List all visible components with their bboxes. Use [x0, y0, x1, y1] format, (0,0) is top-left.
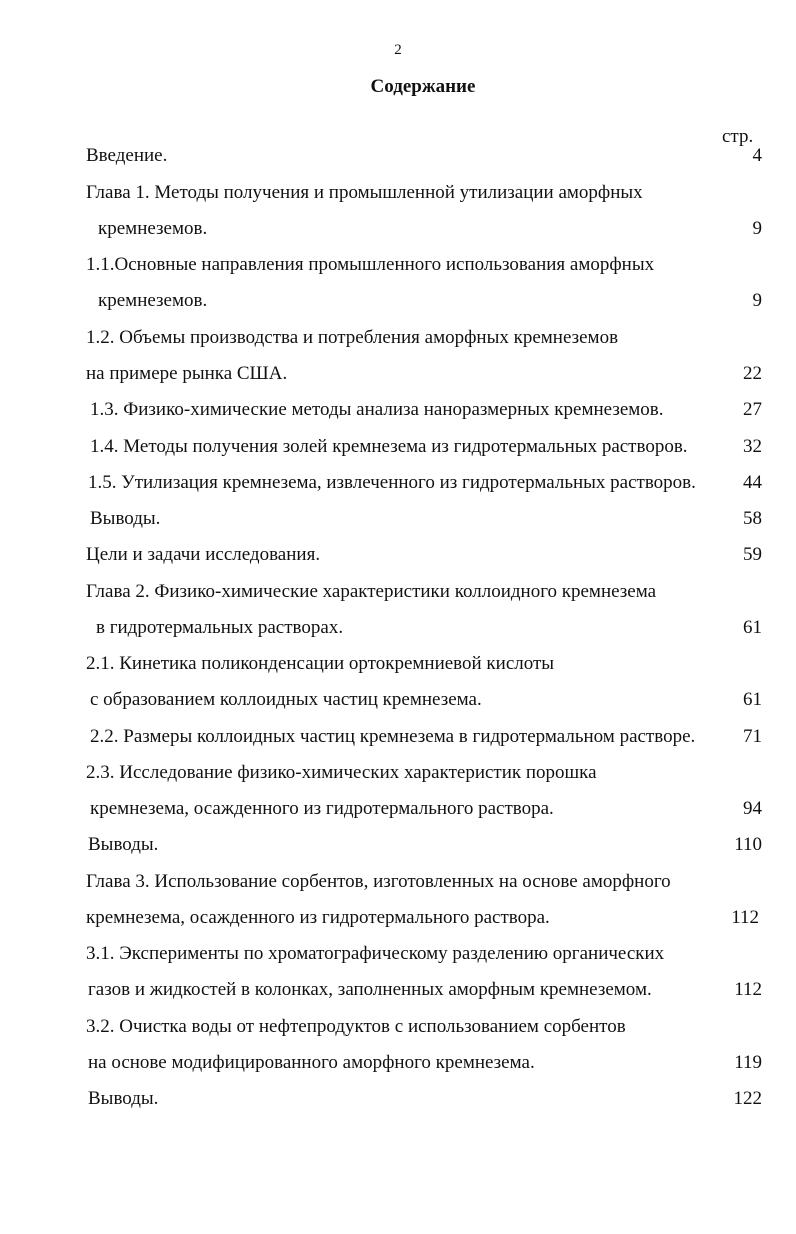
toc-entry-page-number: 122: [733, 1088, 762, 1109]
toc-entry-title-line: 2.1. Кинетика поликонденсации ортокремниевой кислоты: [86, 653, 555, 674]
toc-entry-title-line: 1.5. Утилизация кремнезема, извлеченного из гидротермальных растворов.: [88, 472, 696, 493]
toc-entry-title-line: кремнеземов.: [98, 290, 208, 311]
toc-entry-page-number: 9: [752, 290, 762, 311]
toc-entry-page-number: 112: [731, 907, 759, 928]
toc-entry-page-number: 71: [743, 726, 762, 747]
toc-entry-title-line: 1.1.Основные направления промышленного использования аморфных: [86, 254, 655, 275]
toc-entry-title-line: газов и жидкостей в колонках, заполненных аморфным кремнеземом.: [88, 979, 652, 1000]
toc-entry-title-line: 1.2. Объемы производства и потребления аморфных кремнеземов: [86, 327, 619, 348]
toc-entry-title-line: 2.2. Размеры коллоидных частиц кремнезема в гидротермальном растворе.: [90, 726, 696, 747]
toc-entry-title-line: кремнеземов.: [98, 218, 208, 239]
toc-entry-page-number: 59: [743, 544, 762, 565]
toc-entry-page-number: 94: [743, 798, 762, 819]
page-title: Содержание: [370, 76, 476, 97]
toc-entry-title-line: 3.2. Очистка воды от нефтепродуктов с использованием сорбентов: [86, 1016, 626, 1037]
toc-entry-title-line: 3.1. Эксперименты по хроматографическому разделению органических: [86, 943, 665, 964]
toc-entry-title-line: кремнезема, осажденного из гидротермального раствора.: [86, 907, 550, 928]
toc-entry-title-line: Глава 3. Использование сорбентов, изготовленных на основе аморфного: [86, 871, 671, 892]
toc-entry-title-line: Выводы.: [90, 508, 161, 529]
toc-entry-page-number: 61: [743, 617, 762, 638]
toc-entry-page-number: 32: [743, 436, 762, 457]
toc-entry-page-number: 9: [752, 218, 762, 239]
toc-entry-page-number: 4: [752, 145, 762, 166]
toc-entry-title-line: Введение.: [86, 145, 168, 166]
toc-entry-page-number: 119: [734, 1052, 762, 1073]
toc-entry-title-line: Цели и задачи исследования.: [86, 544, 321, 565]
toc-entry-title-line: кремнезема, осажденного из гидротермального раствора.: [90, 798, 554, 819]
page-number: 2: [394, 42, 402, 58]
toc-entry-title-line: в гидротермальных растворах.: [96, 617, 344, 638]
page-column-label: стр.: [722, 126, 754, 147]
toc-entry-title-line: на примере рынка США.: [86, 363, 288, 384]
toc-entry-title-line: 1.3. Физико-химические методы анализа наноразмерных кремнеземов.: [90, 399, 664, 420]
toc-entry-title-line: 1.4. Методы получения золей кремнезема из гидротермальных растворов.: [90, 436, 688, 457]
toc-entry-title-line: Глава 1. Методы получения и промышленной утилизации аморфных: [86, 182, 643, 203]
toc-entry-page-number: 58: [743, 508, 762, 529]
toc-entry-page-number: 22: [743, 363, 762, 384]
toc-entry-page-number: 110: [734, 834, 762, 855]
toc-entry-title-line: Глава 2. Физико-химические характеристики коллоидного кремнезема: [86, 581, 657, 602]
toc-entry-page-number: 112: [734, 979, 762, 1000]
toc-entry-title-line: 2.3. Исследование физико-химических характеристик порошка: [86, 762, 597, 783]
toc-entry-page-number: 27: [743, 399, 762, 420]
toc-entry-title-line: с образованием коллоидных частиц кремнезема.: [90, 689, 482, 710]
toc-entry-title-line: Выводы.: [88, 1088, 159, 1109]
toc-entry-page-number: 44: [743, 472, 762, 493]
toc-entry-title-line: на основе модифицированного аморфного кремнезема.: [88, 1052, 535, 1073]
toc-entry-page-number: 61: [743, 689, 762, 710]
toc-entry-title-line: Выводы.: [88, 834, 159, 855]
